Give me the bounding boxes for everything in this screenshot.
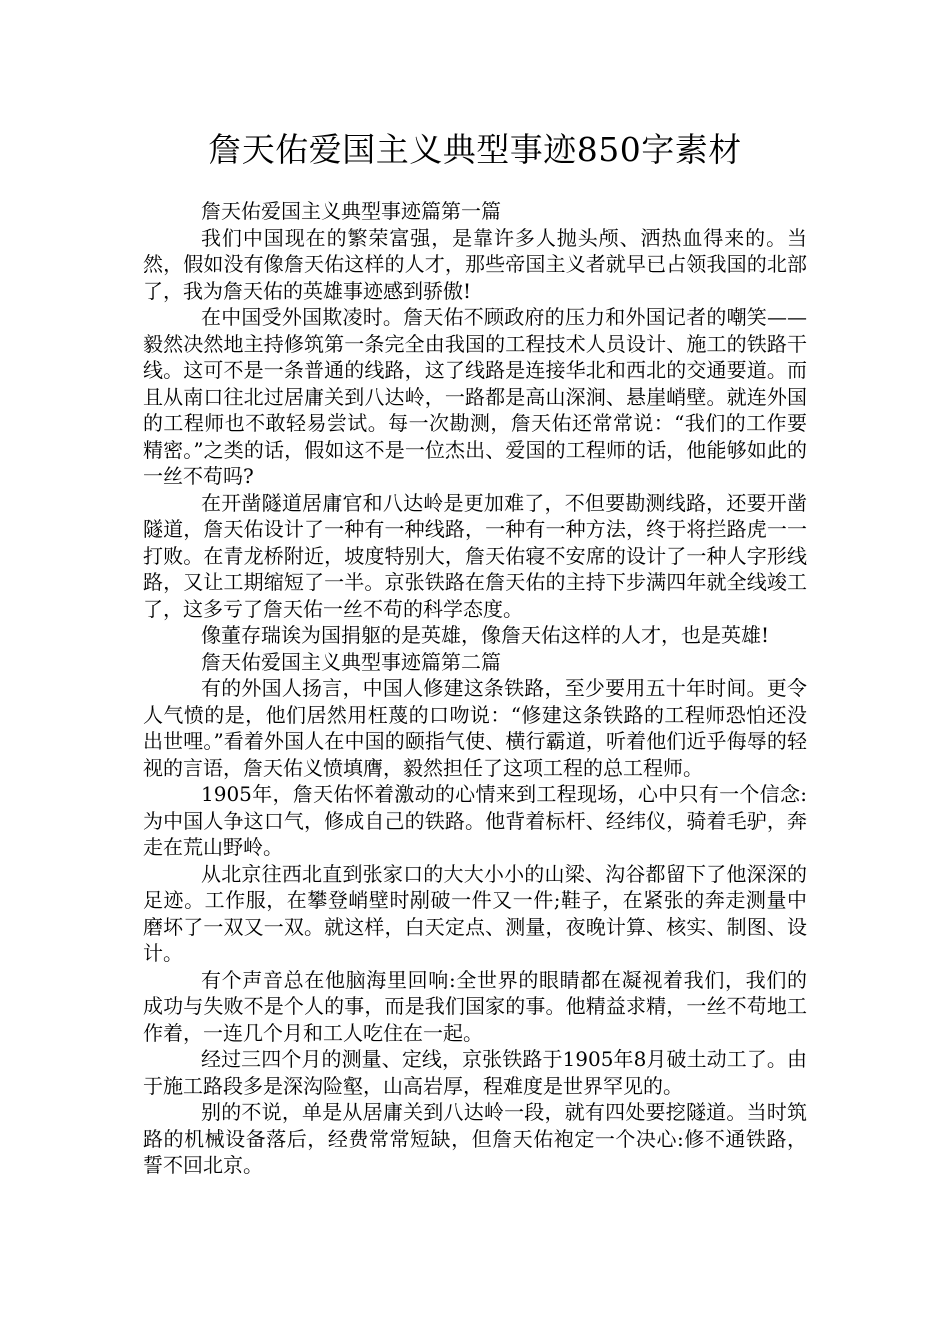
paragraph: 1905年，詹天佑怀着激动的心情来到工程现场，心中只有一个信念:为中国人争这口气，修成自己的铁路。他背着标杆、经纬仪，骑着毛驴，奔走在荒山野岭。 bbox=[143, 782, 807, 859]
document-body bbox=[143, 198, 807, 1179]
paragraph: 从北京往西北直到张家口的大大小小的山梁、沟谷都留下了他深深的足迹。工作服，在攀登峭壁时剐破一件又一件;鞋子，在紧张的奔走测量中磨坏了一双又一双。就这样，白天定点、测量，夜晚计算、核实、制图、设计。 bbox=[143, 861, 807, 965]
section-heading-2: 詹天佑爱国主义典型事迹篇第二篇 bbox=[201, 649, 501, 674]
paragraph: 别的不说，单是从居庸关到八达岭一段，就有四处要挖隧道。当时筑路的机械设备落后，经费常常短缺，但詹天佑袍定一个决心:修不通铁路，誓不回北京。 bbox=[143, 1100, 807, 1177]
paragraph: 像董存瑞诶为国捐躯的是英雄，像詹天佑这样的人才，也是英雄! bbox=[201, 623, 770, 647]
section-heading-1: 詹天佑爱国主义典型事迹篇第一篇 bbox=[201, 199, 501, 223]
paragraph: 在开凿隧道居庸官和八达岭是更加难了，不但要勘测线路，还要开凿隧道，詹天佑设计了一种有一种线路，一种有一种方法，终于将拦路虎一一打败。在青龙桥附近，坡度特别大，詹天佑寝不安席的设计了一种人字形线路，又让工期缩短了一半。京张铁路在詹天佑的主持下步满四年就全线竣工了，这多亏了詹天佑一丝不苟的科学态度。 bbox=[143, 490, 807, 621]
paragraph: 有的外国人扬言，中国人修建这条铁路，至少要用五十年时间。更令人气愤的是，他们居然用枉蔑的口吻说：“修建这条铁路的工程师恐怕还没出世哩。”看着外国人在中国的颐指气使、横行霸道，听着他们近乎侮辱的轻视的言语，詹天佑义愤填膺，毅然担任了这项工程的总工程师。 bbox=[143, 676, 807, 780]
paragraph: 我们中国现在的繁荣富强，是靠许多人抛头颅、洒热血得来的。当然，假如没有像詹天佑这样的人才，那些帝国主义者就早已占领我国的北部了，我为詹天佑的英雄事迹感到骄傲! bbox=[143, 225, 807, 303]
paragraph: 经过三四个月的测量、定线，京张铁路于1905年8月破土动工了。由于施工路段多是深沟险壑，山高岩厚，程难度是世界罕见的。 bbox=[143, 1047, 807, 1098]
paragraph: 在中国受外国欺凌时。詹天佑不顾政府的压力和外国记者的嘲笑——毅然决然地主持修筑第一条完全由我国的工程技术人员设计、施工的铁路干线。这可不是一条普通的线路，这了线路是连接华北和西北的交通要道。而且从南口往北过居庸关到八达岭，一路都是高山深涧、悬崖峭壁。就连外国的工程师也不敢轻易尝试。每一次勘测，詹天佑还常常说：“我们的工作要精密。”之类的话，假如这不是一位杰出、爱国的工程师的话，他能够如此的一丝不苟吗? bbox=[143, 305, 807, 488]
document-title: 詹天佑爱国主义典型事迹850字素材 bbox=[208, 130, 742, 169]
paragraph: 有个声音总在他脑海里回响:全世界的眼睛都在凝视着我们，我们的成功与失败不是个人的事，而是我们国家的事。他精益求精，一丝不苟地工作着，一连几个月和工人吃住在一起。 bbox=[143, 967, 807, 1045]
